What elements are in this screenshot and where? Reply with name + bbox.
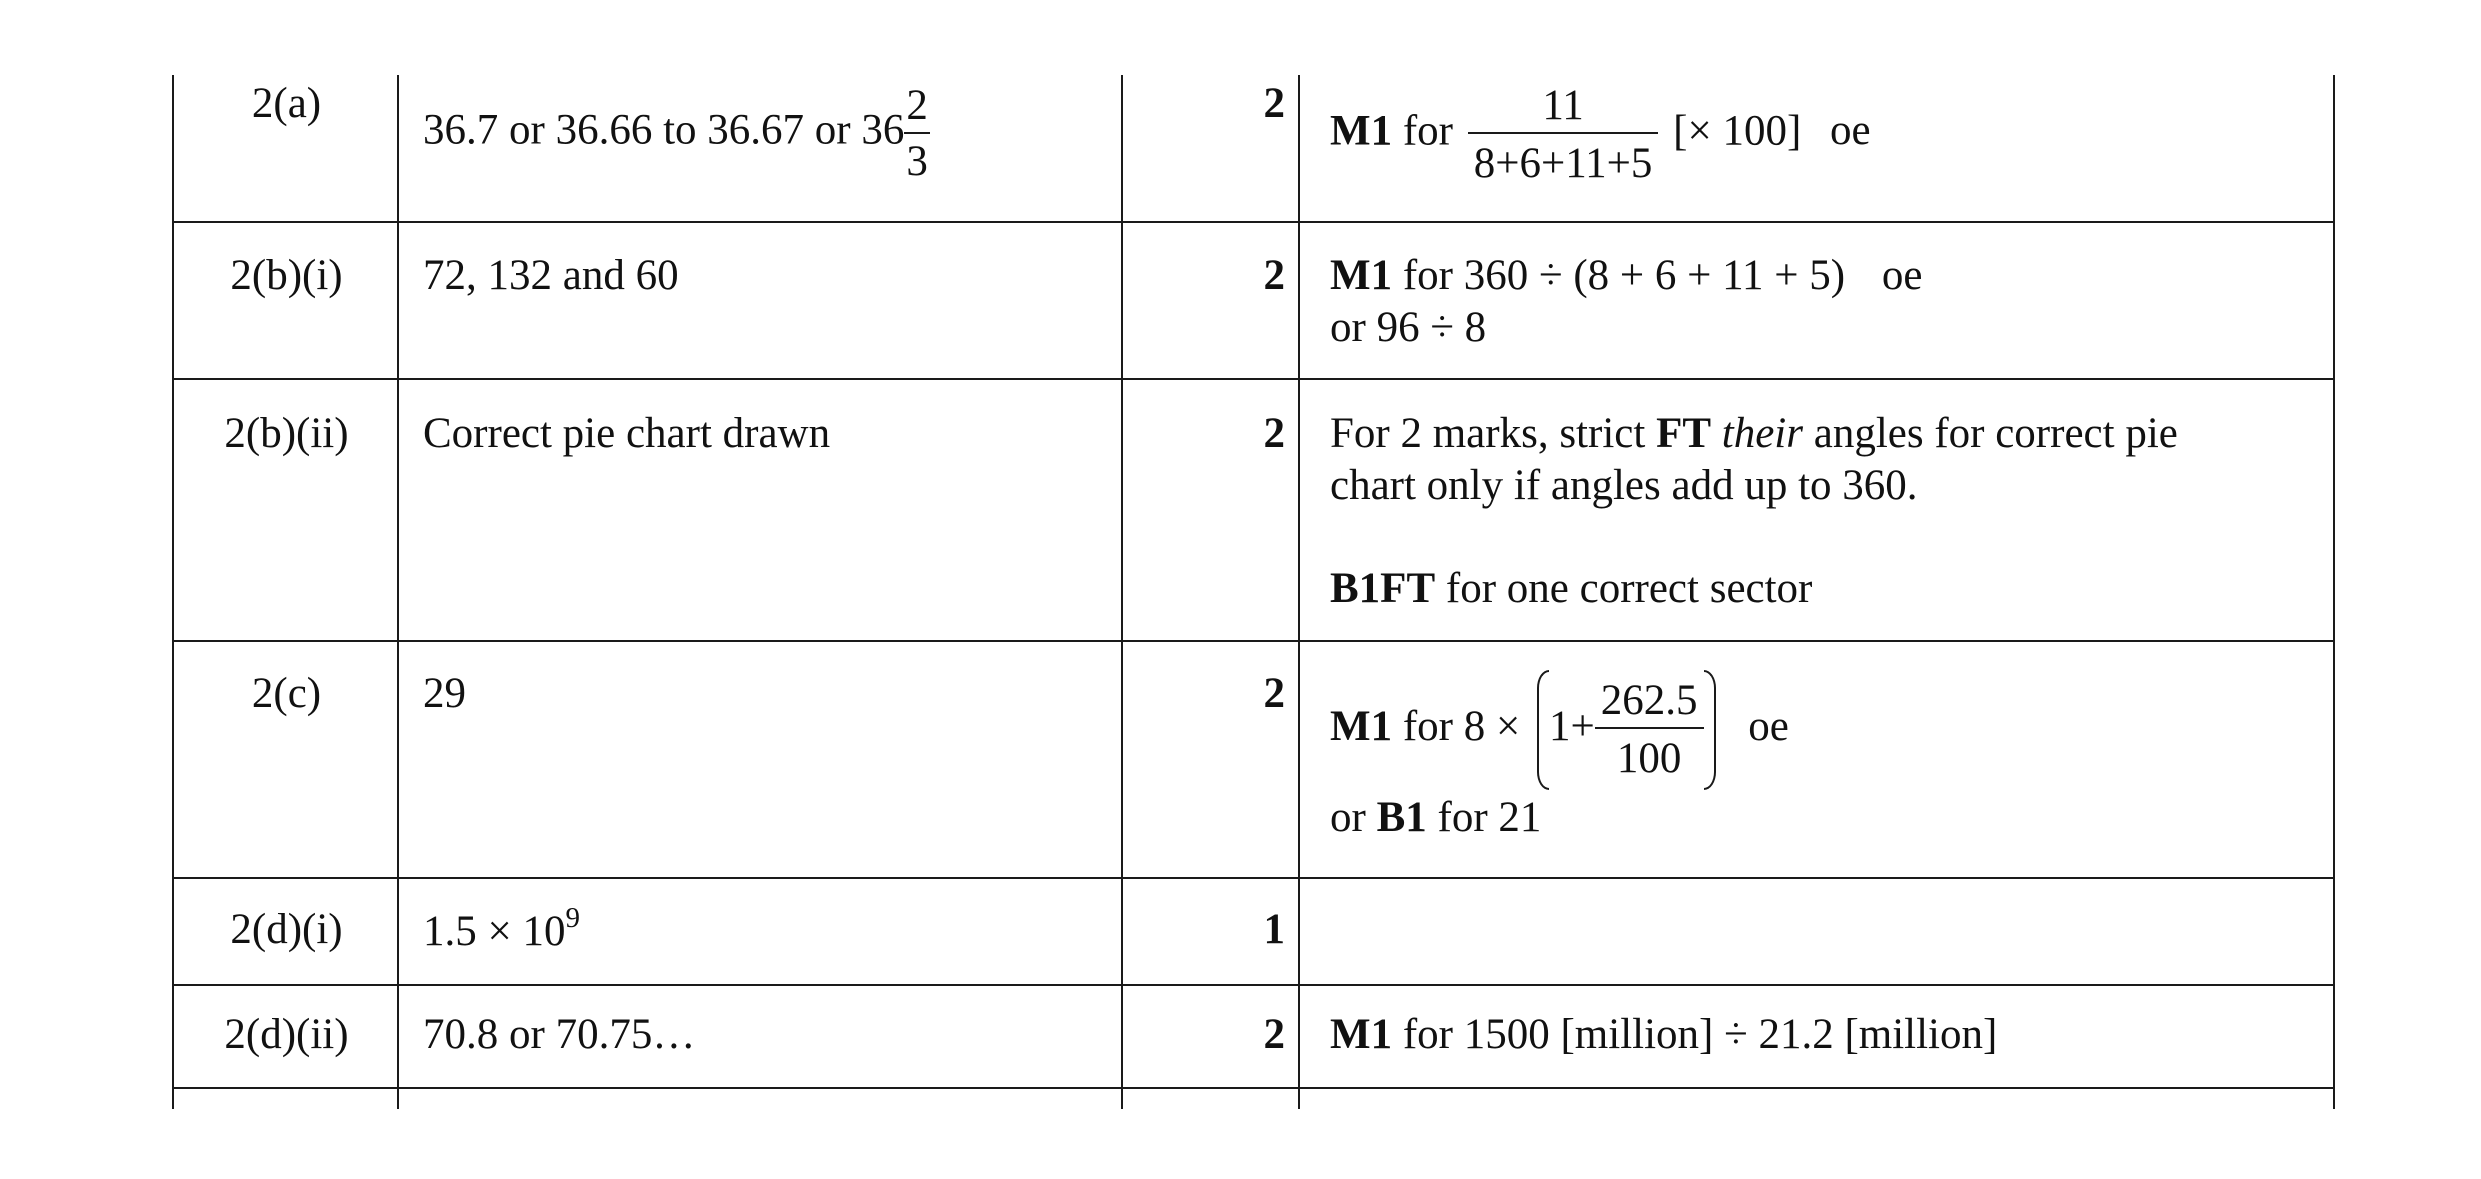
guidance-text: for 8 × (1402, 702, 1521, 750)
marks-value: 2 (1263, 670, 1285, 717)
guidance-cell (1330, 670, 1789, 844)
answer-exponent: 9 (565, 902, 581, 934)
guidance-text: [× 100] (1673, 107, 1802, 155)
question-number: 2(b)(i) (230, 252, 343, 299)
answer-text: Correct pie chart drawn (423, 410, 831, 457)
guidance-text: for 1500 [million] ÷ 21.2 [million] (1402, 1011, 1998, 1058)
guidance-emphasis: their (1721, 410, 1803, 457)
guidance-text: For 2 marks, strict (1330, 410, 1646, 457)
row-divider (173, 640, 2335, 642)
fraction-numerator: 262.5 (1600, 677, 1698, 725)
mark-code: M1 (1330, 107, 1393, 155)
marks-value: 2 (1263, 252, 1285, 299)
answer-text: 70.8 or 70.75… (423, 1011, 696, 1058)
guidance-text: for one correct sector (1445, 565, 1813, 613)
guidance-fraction (1468, 80, 1659, 189)
question-number: 2(d)(ii) (224, 1011, 349, 1058)
question-number: 2(b)(ii) (224, 410, 349, 457)
marks-value: 2 (1263, 80, 1285, 127)
row-divider (173, 877, 2335, 879)
marks-value: 2 (1263, 410, 1285, 457)
oe-label: oe (1748, 702, 1789, 750)
guidance-text: for 360 ÷ (8 + 6 + 11 + 5) (1402, 252, 1846, 299)
guidance-cell (1330, 1009, 1997, 1061)
guidance-text: chart only if angles add up to 360. (1330, 461, 1918, 509)
oe-label: oe (1830, 107, 1871, 155)
column-border-answer (1121, 75, 1123, 1109)
fraction-numerator: 2 (906, 82, 928, 129)
guidance-text: for 21 (1437, 794, 1542, 841)
answer-text: 29 (423, 670, 466, 717)
guidance-cell (1330, 408, 2178, 615)
answer-text: 72, 132 and 60 (423, 252, 679, 299)
guidance-cell (1330, 80, 1871, 189)
answer-fraction (904, 80, 930, 187)
guidance-text: 1+ (1548, 702, 1595, 750)
answer-cell (423, 80, 930, 187)
mark-code: M1 (1330, 702, 1393, 750)
answer-text: 1.5 × 10 (423, 908, 566, 955)
marks-value: 1 (1263, 906, 1285, 953)
right-bracket (1704, 670, 1716, 790)
answer-text: 36.7 or 36.66 to 36.67 or 36 (423, 106, 905, 154)
oe-label: oe (1881, 252, 1923, 299)
question-number: 2(a) (251, 80, 322, 127)
fraction-denominator: 3 (904, 132, 930, 188)
mark-code: FT (1656, 410, 1712, 457)
mark-code: M1 (1330, 1011, 1393, 1058)
fraction-denominator: 100 (1595, 727, 1704, 785)
guidance-text: for (1402, 107, 1453, 155)
row-divider (173, 984, 2335, 986)
mark-code: B1 (1376, 794, 1427, 841)
guidance-text: or 96 ÷ 8 (1330, 303, 1487, 351)
column-border-marks (1298, 75, 1300, 1109)
mark-code: B1FT (1330, 565, 1436, 613)
fraction-numerator: 11 (1542, 82, 1584, 129)
question-number: 2(d)(i) (230, 906, 343, 953)
row-divider (173, 1087, 2335, 1089)
guidance-cell (1330, 250, 1922, 353)
marks-value: 2 (1263, 1011, 1285, 1058)
left-bracket (1537, 670, 1549, 790)
answer-cell (423, 902, 581, 958)
row-divider (173, 378, 2335, 380)
question-number: 2(c) (251, 670, 322, 717)
guidance-fraction (1595, 675, 1704, 784)
column-border-right (2333, 75, 2335, 1109)
column-border-left (172, 75, 174, 1109)
fraction-denominator: 8+6+11+5 (1468, 132, 1659, 190)
guidance-text: or (1330, 794, 1366, 841)
row-divider (173, 221, 2335, 223)
mark-code: M1 (1330, 252, 1393, 299)
guidance-text: angles for correct pie (1813, 410, 2178, 457)
